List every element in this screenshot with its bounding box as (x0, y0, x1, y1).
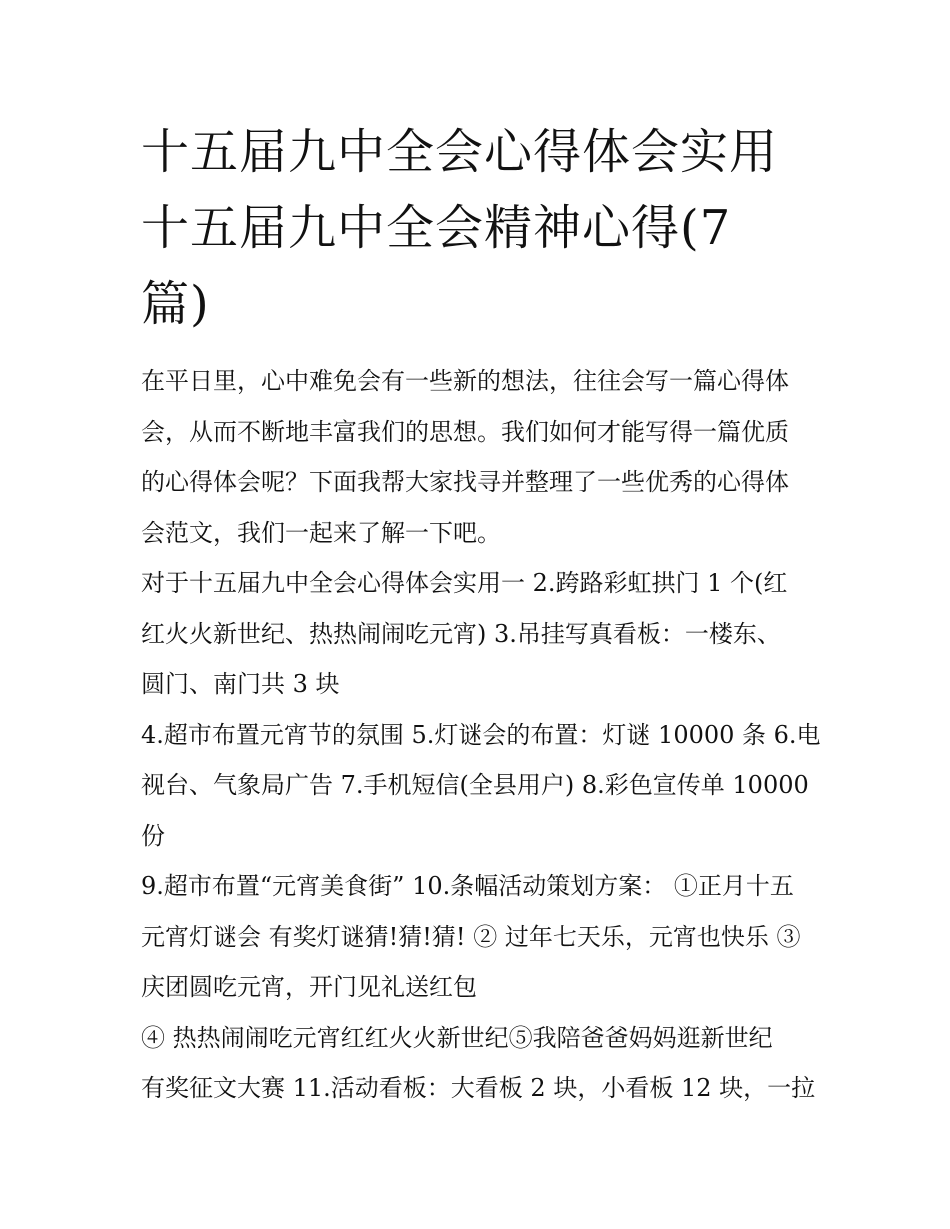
body-line: 圆门、南门共 3 块 (141, 670, 340, 698)
body-line: 会，从而不断地丰富我们的思想。我们如何才能写得一篇优质 (141, 417, 789, 446)
body-line: 份 (141, 821, 165, 850)
body-line: 对于十五届九中全会心得体会实用一 2.跨路彩虹拱门 1 个(红 (141, 569, 788, 597)
body-line: 的心得体会呢？下面我帮大家找寻并整理了一些优秀的心得体 (141, 468, 789, 496)
body-line: 视台、气象局广告 7.手机短信(全县用户) 8.彩色宣传单 10000 (141, 771, 809, 799)
body-line: 9.超市布置“元宵美食街” 10.条幅活动策划方案： ①正月十五 (141, 872, 794, 900)
title-line: 篇) (141, 276, 210, 332)
document-body (141, 356, 821, 1114)
body-line: 会范文，我们一起来了解一下吧。 (141, 518, 501, 547)
body-line: 4.超市布置元宵节的氛围 5.灯谜会的布置：灯谜 10000 条 6.电 (141, 720, 821, 749)
title-line: 十五届九中全会精神心得(7 (141, 200, 732, 256)
document-title (141, 114, 821, 342)
body-line: 在平日里，心中难免会有一些新的想法，往往会写一篇心得体 (141, 367, 789, 395)
body-line: 元宵灯谜会 有奖灯谜猜!猜!猜! ② 过年七天乐，元宵也快乐 ③ (141, 922, 801, 951)
body-line: 庆团圆吃元宵，开门见礼送红包 (141, 973, 477, 1001)
body-line: ④ 热热闹闹吃元宵红红火火新世纪⑤我陪爸爸妈妈逛新世纪 (141, 1023, 773, 1052)
body-line: 红火火新世纪、热热闹闹吃元宵) 3.吊挂写真看板：一楼东、 (141, 619, 781, 648)
body-line: 有奖征文大赛 11.活动看板：大看板 2 块，小看板 12 块，一拉 (141, 1074, 816, 1102)
title-line: 十五届九中全会心得体会实用 (141, 124, 779, 180)
